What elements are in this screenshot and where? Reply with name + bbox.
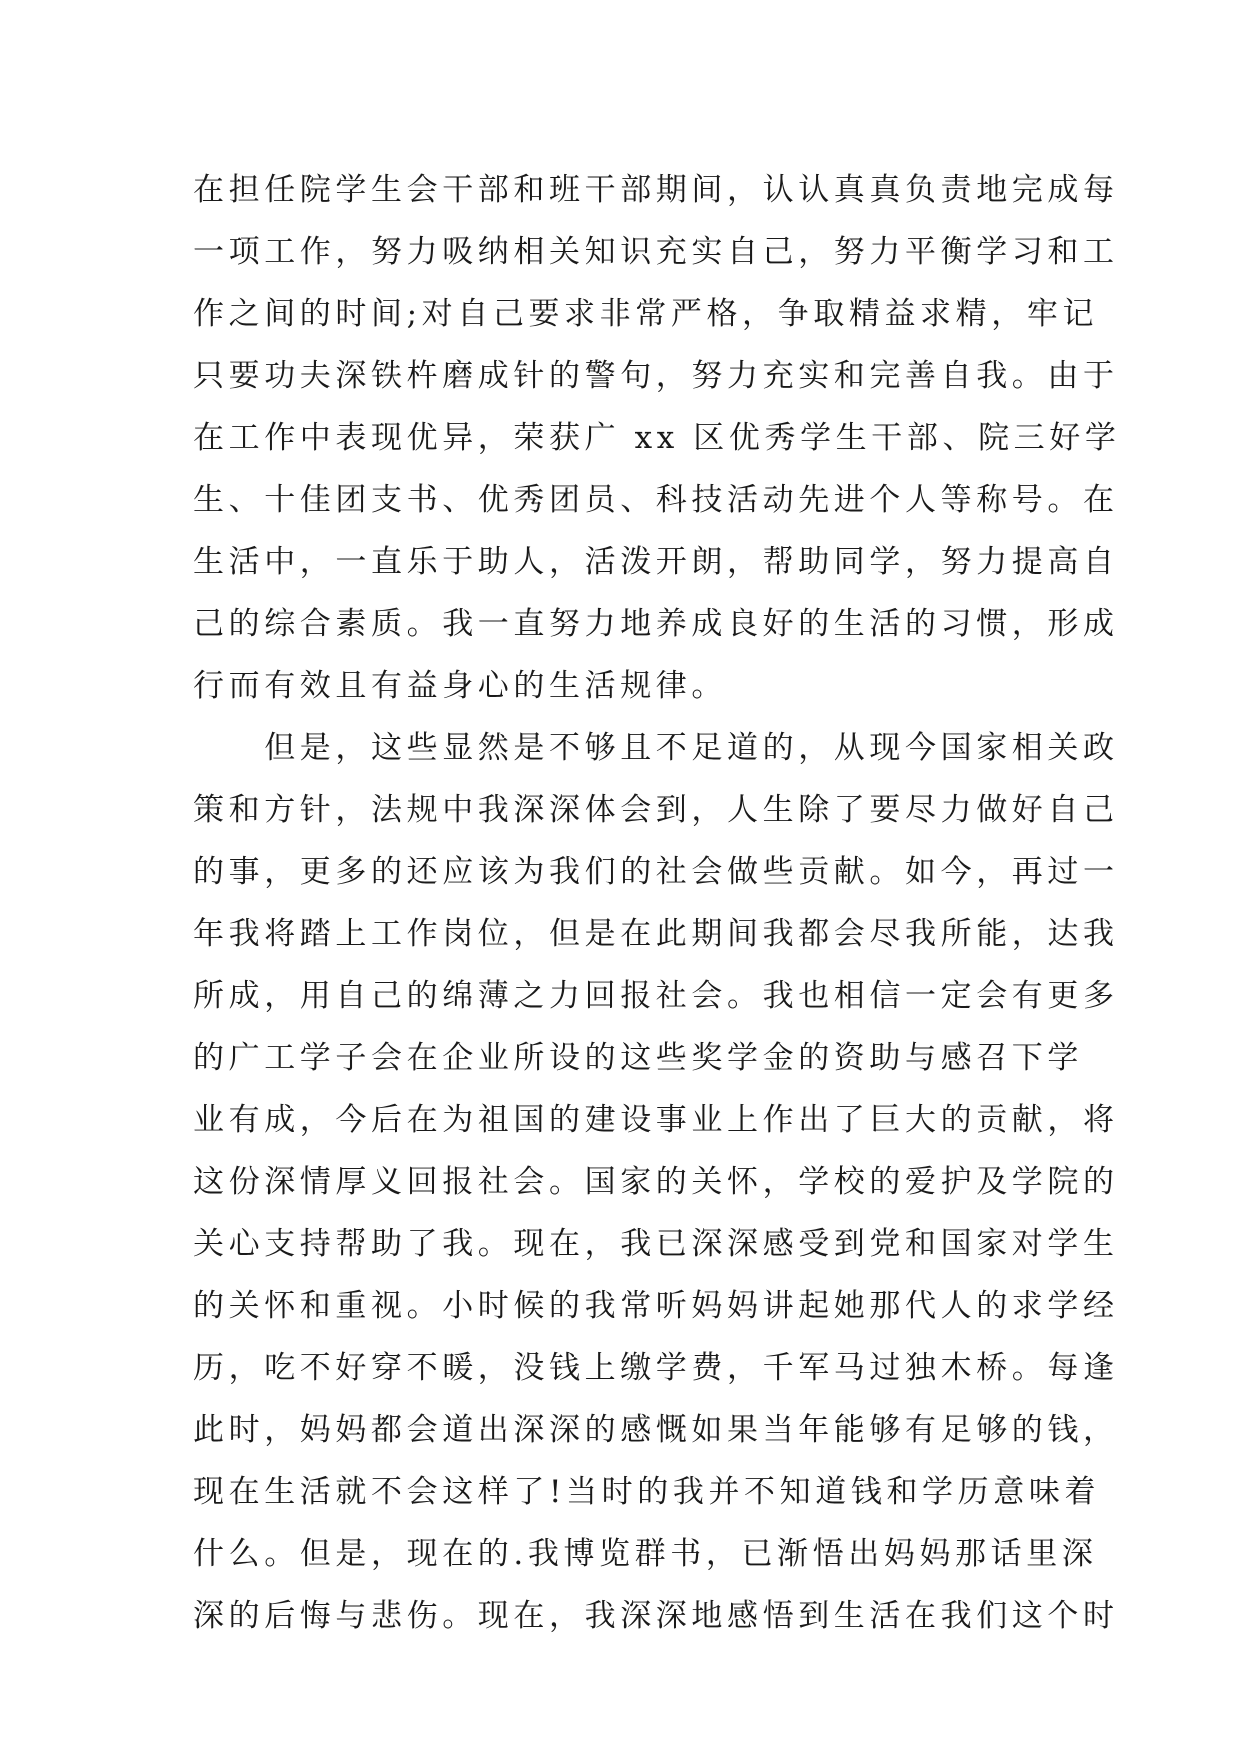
text-line-23: 什么。但是，现在的.我博览群书，已渐悟出妈妈那话里深 xyxy=(193,1536,1098,1572)
text-line-7: 生活中，一直乐于助人，活泼开朗，帮助同学，努力提高自 xyxy=(193,544,1119,580)
body-text xyxy=(193,159,1121,1647)
text-line-21: 此时，妈妈都会道出深深的感慨如果当年能够有足够的钱， xyxy=(193,1412,1119,1448)
text-line-5: 在工作中表现优异，荣获广 xx 区优秀学生干部、院三好学 xyxy=(193,420,1121,456)
text-line-18: 关心支持帮助了我。现在，我已深深感受到党和国家对学生 xyxy=(193,1226,1119,1262)
text-line-1: 在担任院学生会干部和班干部期间，认认真真负责地完成每 xyxy=(193,172,1119,208)
text-line-9: 行而有效且有益身心的生活规律。 xyxy=(193,668,727,704)
text-line-8: 己的综合素质。我一直努力地养成良好的生活的习惯，形成 xyxy=(193,606,1119,642)
text-line-14: 所成，用自己的绵薄之力回报社会。我也相信一定会有更多 xyxy=(193,978,1119,1014)
text-line-13: 年我将踏上工作岗位，但是在此期间我都会尽我所能，达我 xyxy=(193,916,1119,952)
text-line-19: 的关怀和重视。小时候的我常听妈妈讲起她那代人的求学经 xyxy=(193,1288,1119,1324)
text-line-12: 的事，更多的还应该为我们的社会做些贡献。如今，再过一 xyxy=(193,854,1119,890)
text-line-3: 作之间的时间;对自己要求非常严格，争取精益求精，牢记 xyxy=(193,296,1099,332)
text-line-17: 这份深情厚义回报社会。国家的关怀，学校的爱护及学院的 xyxy=(193,1164,1119,1200)
text-line-11: 策和方针，法规中我深深体会到，人生除了要尽力做好自己 xyxy=(193,792,1119,828)
text-line-2: 一项工作，努力吸纳相关知识充实自己，努力平衡学习和工 xyxy=(193,234,1119,270)
text-line-20: 历，吃不好穿不暖，没钱上缴学费，千军马过独木桥。每逢 xyxy=(193,1350,1119,1386)
text-line-4: 只要功夫深铁杵磨成针的警句，努力充实和完善自我。由于 xyxy=(193,358,1119,394)
text-line-24: 深的后悔与悲伤。现在，我深深地感悟到生活在我们这个时 xyxy=(193,1598,1119,1634)
text-line-10: 但是，这些显然是不够且不足道的，从现今国家相关政 xyxy=(193,730,1119,766)
text-line-15: 的广工学子会在企业所设的这些奖学金的资助与感召下学 xyxy=(193,1040,1083,1076)
text-line-6: 生、十佳团支书、优秀团员、科技活动先进个人等称号。在 xyxy=(193,482,1119,518)
text-line-16: 业有成，今后在为祖国的建设事业上作出了巨大的贡献，将 xyxy=(193,1102,1119,1138)
text-line-22: 现在生活就不会这样了!当时的我并不知道钱和学历意味着 xyxy=(193,1474,1101,1510)
